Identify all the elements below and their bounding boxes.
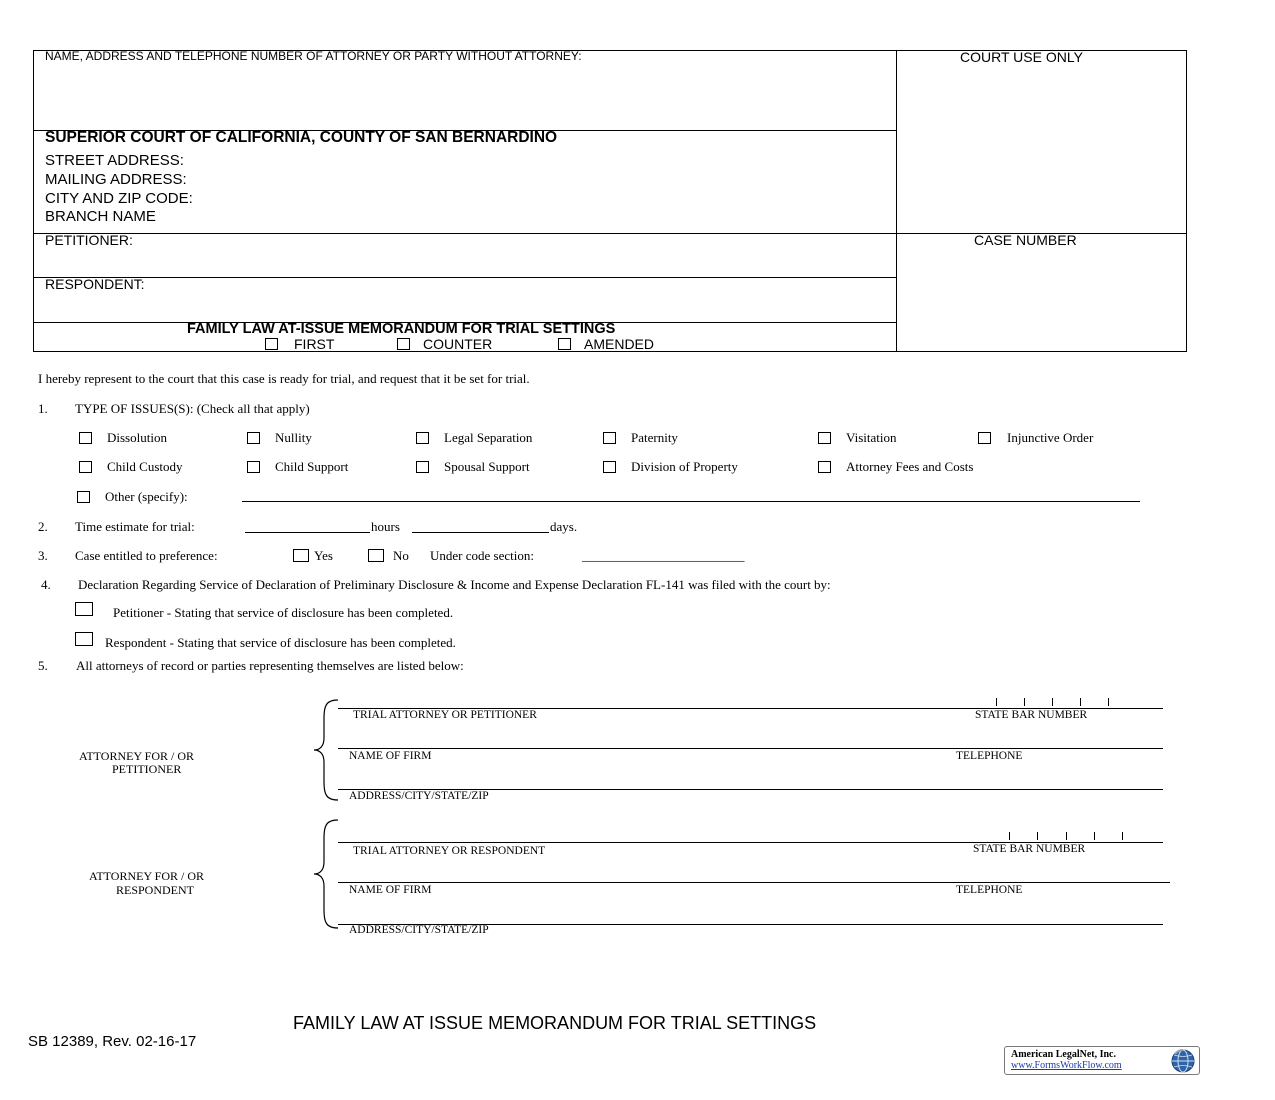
petitioner-label: PETITIONER: — [45, 232, 133, 248]
pet-state-bar-label: STATE BAR NUMBER — [975, 709, 1088, 721]
hours-label: hours — [371, 519, 400, 534]
vendor-name: American LegalNet, Inc. — [1011, 1049, 1116, 1060]
other-checkbox[interactable] — [77, 491, 90, 503]
item5-label: All attorneys of record or parties representing themselves are listed below: — [76, 658, 464, 673]
legal-separation-label: Legal Separation — [444, 430, 533, 445]
intro-statement: I hereby represent to the court that this case is ready for trial, and request that it be set for trial. — [38, 371, 530, 386]
item1-label: TYPE OF ISSUES(S): (Check all that apply) — [75, 401, 310, 416]
nullity-checkbox[interactable] — [247, 432, 260, 444]
child-support-checkbox[interactable] — [247, 461, 260, 473]
resp-telephone-label: TELEPHONE — [956, 884, 1023, 896]
code-section-label: Under code section: — [430, 548, 534, 563]
item4-label: Declaration Regarding Service of Declaration of Preliminary Disclosure & Income and Expense Declaration FL-141 was filed with the court by: — [78, 577, 831, 592]
item2-label: Time estimate for trial: — [75, 519, 195, 534]
pet-side-label-1: ATTORNEY FOR / OR — [79, 749, 195, 763]
preference-yes-checkbox[interactable] — [293, 549, 309, 562]
pet-firm-label: NAME OF FIRM — [349, 750, 432, 762]
resp-firm-label: NAME OF FIRM — [349, 884, 432, 896]
pet-brace — [310, 698, 340, 802]
first-checkbox[interactable] — [265, 338, 278, 350]
resp-trial-attorney-label: TRIAL ATTORNEY OR RESPONDENT — [353, 845, 546, 857]
days-field[interactable] — [412, 532, 549, 533]
item4-number: 4. — [41, 577, 51, 592]
spousal-support-checkbox[interactable] — [416, 461, 429, 473]
resp-side-label-2: RESPONDENT — [116, 883, 195, 897]
disclosure-respondent-checkbox[interactable] — [75, 632, 93, 646]
injunctive-order-checkbox[interactable] — [978, 432, 991, 444]
respondent-label: RESPONDENT: — [45, 276, 145, 292]
court-name: SUPERIOR COURT OF CALIFORNIA, COUNTY OF SAN BERNARDINO — [45, 129, 558, 146]
street-address-label: STREET ADDRESS: — [45, 152, 184, 169]
division-of-property-label: Division of Property — [631, 459, 738, 474]
days-label: days. — [550, 519, 578, 534]
visitation-label: Visitation — [846, 430, 897, 445]
division-of-property-checkbox[interactable] — [603, 461, 616, 473]
form-title: FAMILY LAW AT-ISSUE MEMORANDUM FOR TRIAL SETTINGS — [187, 321, 616, 337]
item3-label: Case entitled to preference: — [75, 548, 218, 563]
child-custody-label: Child Custody — [107, 459, 183, 474]
resp-side-label-1: ATTORNEY FOR / OR — [89, 869, 205, 883]
pet-address-label: ADDRESS/CITY/STATE/ZIP — [349, 790, 489, 802]
pet-firm-field[interactable] — [338, 748, 1163, 749]
preference-no-checkbox[interactable] — [368, 549, 384, 562]
spousal-support-label: Spousal Support — [444, 459, 530, 474]
disclosure-petitioner-checkbox[interactable] — [75, 602, 93, 616]
hours-field[interactable] — [245, 532, 370, 533]
child-custody-checkbox[interactable] — [79, 461, 92, 473]
item1-number: 1. — [38, 401, 48, 416]
child-support-label: Child Support — [275, 459, 349, 474]
item2-number: 2. — [38, 519, 48, 534]
first-label: FIRST — [294, 336, 335, 352]
court-use-only: COURT USE ONLY — [960, 49, 1083, 65]
counter-label: COUNTER — [423, 336, 493, 352]
caption-box — [33, 50, 1187, 352]
other-specify-field[interactable] — [242, 501, 1140, 502]
code-section-field[interactable]: _________________________ — [582, 548, 745, 563]
attorney-fees-checkbox[interactable] — [818, 461, 831, 473]
counter-checkbox[interactable] — [397, 338, 410, 350]
form-number: SB 12389, Rev. 02-16-17 — [28, 1033, 197, 1050]
paternity-label: Paternity — [631, 430, 678, 445]
branch-name-label: BRANCH NAME — [45, 208, 156, 225]
attorney-label: NAME, ADDRESS AND TELEPHONE NUMBER OF ATTORNEY OR PARTY WITHOUT ATTORNEY: — [45, 49, 582, 63]
vendor-badge[interactable] — [1004, 1046, 1200, 1075]
pet-side-label-2: PETITIONER — [112, 762, 182, 776]
resp-state-bar-label: STATE BAR NUMBER — [973, 843, 1086, 855]
dissolution-label: Dissolution — [107, 430, 167, 445]
preference-no-label: No — [393, 548, 409, 563]
dissolution-checkbox[interactable] — [79, 432, 92, 444]
other-label: Other (specify): — [105, 489, 188, 504]
city-zip-label: CITY AND ZIP CODE: — [45, 190, 193, 207]
footer-title: FAMILY LAW AT ISSUE MEMORANDUM FOR TRIAL SETTINGS — [293, 1013, 817, 1033]
resp-address-label: ADDRESS/CITY/STATE/ZIP — [349, 924, 489, 936]
item5-number: 5. — [38, 658, 48, 673]
attorney-fees-label: Attorney Fees and Costs — [846, 459, 974, 474]
amended-checkbox[interactable] — [558, 338, 571, 350]
paternity-checkbox[interactable] — [603, 432, 616, 444]
case-number-label: CASE NUMBER — [974, 232, 1077, 248]
pet-trial-attorney-label: TRIAL ATTORNEY OR PETITIONER — [353, 709, 537, 721]
disclosure-respondent-label: Respondent - Stating that service of disclosure has been completed. — [105, 635, 456, 650]
amended-label: AMENDED — [584, 336, 655, 352]
caption-divider — [896, 50, 897, 352]
preference-yes-label: Yes — [314, 548, 333, 563]
resp-brace — [310, 818, 340, 930]
mailing-address-label: MAILING ADDRESS: — [45, 171, 187, 188]
disclosure-petitioner-label: Petitioner - Stating that service of disclosure has been completed. — [113, 605, 454, 620]
pet-telephone-label: TELEPHONE — [956, 750, 1023, 762]
resp-firm-field[interactable] — [338, 882, 1170, 883]
vendor-url[interactable]: www.FormsWorkFlow.com — [1011, 1060, 1122, 1071]
injunctive-order-label: Injunctive Order — [1007, 430, 1094, 445]
legal-separation-checkbox[interactable] — [416, 432, 429, 444]
nullity-label: Nullity — [275, 430, 312, 445]
item3-number: 3. — [38, 548, 48, 563]
globe-icon — [1169, 1048, 1197, 1074]
visitation-checkbox[interactable] — [818, 432, 831, 444]
